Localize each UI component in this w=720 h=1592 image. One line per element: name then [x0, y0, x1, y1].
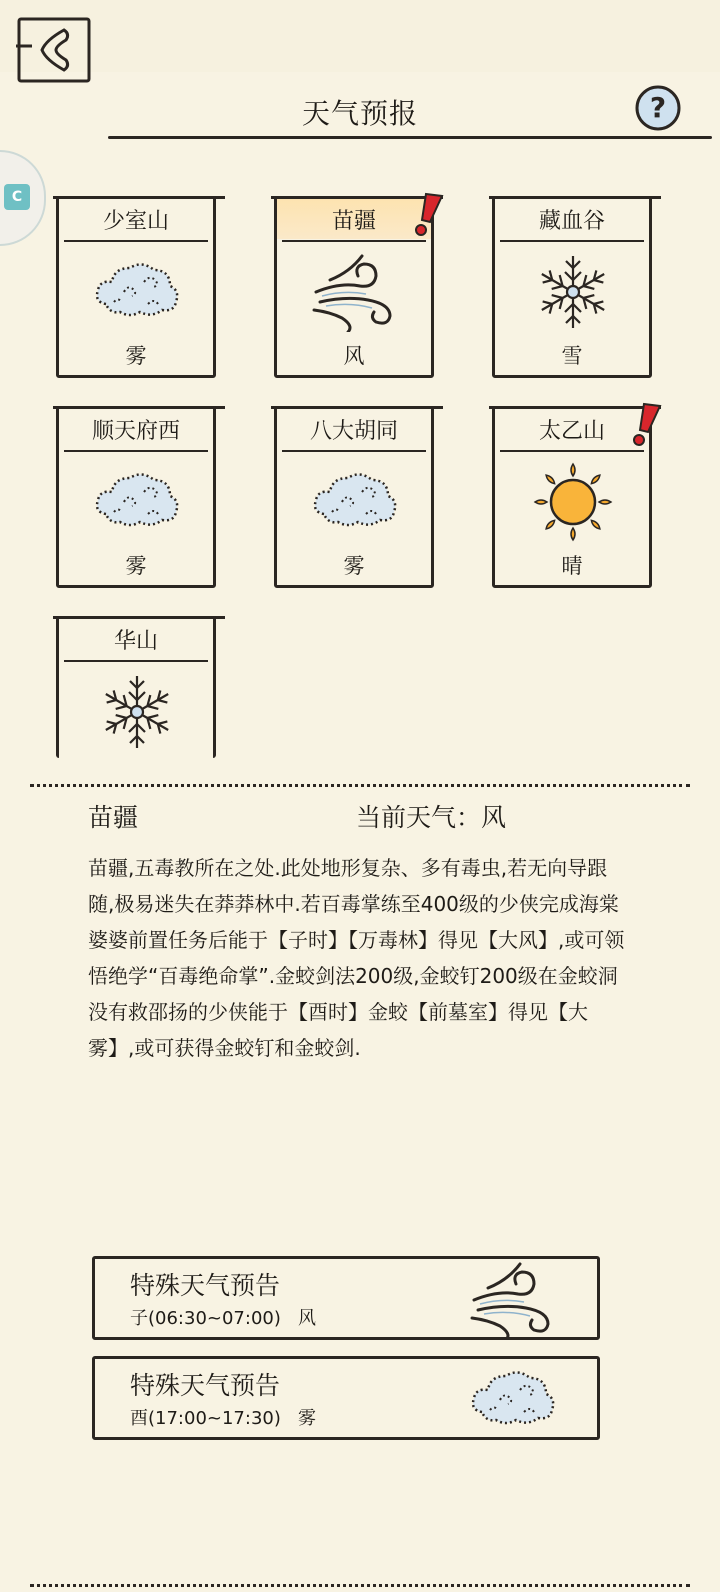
snowflake-icon — [528, 252, 618, 332]
chevron-left-icon — [16, 16, 92, 84]
region-card[interactable] — [274, 406, 434, 588]
sun-icon — [528, 462, 618, 542]
region-weather: 晴 — [561, 554, 583, 578]
forecast-title: 特殊天气预告 — [130, 1271, 281, 1300]
fog-icon — [92, 462, 182, 542]
fog-icon — [468, 1360, 560, 1436]
detail-place-name: 苗疆 — [88, 803, 139, 832]
region-name: 太乙山 — [538, 419, 605, 444]
region-weather: 雾 — [125, 554, 147, 578]
app-badge-icon: C — [4, 184, 30, 210]
forecast-time: 酉(17:00~17:30) 雾 — [130, 1408, 317, 1429]
detail-current-weather: 当前天气：风 — [356, 803, 507, 832]
region-name: 华山 — [113, 629, 158, 654]
status-area — [0, 0, 720, 72]
region-name: 少室山 — [102, 209, 169, 234]
page-title: 天气预报 — [301, 97, 418, 130]
forecast-item-2[interactable] — [92, 1356, 600, 1440]
region-card[interactable] — [56, 616, 216, 758]
back-button[interactable] — [16, 16, 92, 84]
region-name: 藏血谷 — [538, 209, 605, 234]
dotted-divider — [30, 784, 690, 787]
region-weather: 风 — [343, 344, 365, 368]
detail-description: 苗疆,五毒教所在之处.此处地形复杂、多有毒虫,若无向导跟随,极易迷失在莽莽林中.若百毒掌练至400级的少侠完成海棠婆婆前置任务后能于【子时】【万毒林】得见【大风】,或可领悟绝学“百毒绝命掌”.金蛟剑法200级,金蛟钉200级在金蛟洞没有救邵扬的少侠能于【酉时】金蛟【前墓室】得见【大雾】,或可获得金蛟钉和金蛟剑. — [88, 856, 625, 1060]
region-name: 顺天府西 — [91, 419, 180, 444]
region-weather: 雾 — [343, 554, 365, 578]
alert-icon — [412, 192, 446, 236]
region-card[interactable] — [56, 196, 216, 378]
fog-icon — [92, 252, 182, 332]
floating-side-button[interactable] — [0, 150, 46, 246]
question-icon — [634, 84, 682, 132]
region-name: 八大胡同 — [309, 419, 398, 444]
wind-icon — [468, 1260, 560, 1336]
forecast-time: 子(06:30~07:00) 风 — [130, 1308, 317, 1329]
region-weather: 雪 — [561, 344, 583, 368]
forecast-title: 特殊天气预告 — [130, 1371, 281, 1400]
region-card[interactable] — [274, 196, 434, 378]
wind-icon — [310, 252, 400, 332]
snowflake-icon — [92, 672, 182, 752]
region-name: 苗疆 — [331, 209, 376, 234]
forecast-item-1[interactable] — [92, 1256, 600, 1340]
svg-text:?: ? — [649, 91, 667, 124]
region-weather: 雾 — [125, 344, 147, 368]
bottom-dotted-divider — [30, 1584, 690, 1587]
help-button[interactable] — [634, 84, 682, 132]
region-card[interactable] — [56, 406, 216, 588]
region-card[interactable] — [492, 196, 652, 378]
alert-icon — [630, 402, 664, 446]
header-divider — [108, 136, 712, 139]
region-card[interactable] — [492, 406, 652, 588]
fog-icon — [310, 462, 400, 542]
